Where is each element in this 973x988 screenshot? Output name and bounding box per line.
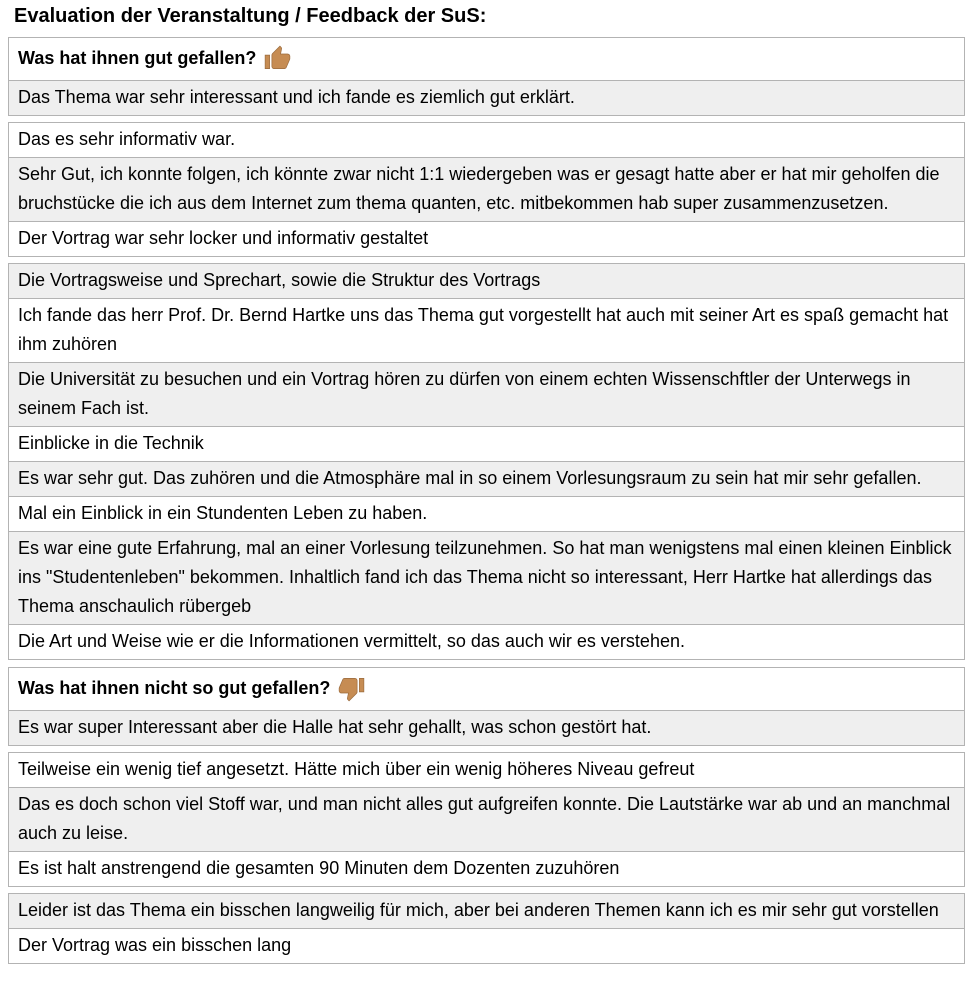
section-header-row bbox=[8, 37, 965, 81]
section-question: Was hat ihnen gut gefallen? bbox=[18, 48, 257, 68]
feedback-text: Das es doch schon viel Stoff war, und man nicht alles gut aufgreifen konnte. Die Lautstärke war ab und an manchmal auch zu leise. bbox=[18, 794, 951, 843]
feedback-row bbox=[8, 624, 965, 660]
feedback-row bbox=[8, 461, 965, 497]
feedback-text: Es ist halt anstrengend die gesamten 90 Minuten dem Dozenten zuzuhören bbox=[18, 858, 620, 878]
feedback-text: Ich fande das herr Prof. Dr. Bernd Hartke uns das Thema gut vorgestellt hat auch mit seiner Art es spaß gemacht hat ihm zuhören bbox=[18, 305, 949, 354]
feedback-text: Die Art und Weise wie er die Informationen vermittelt, so das auch wir es verstehen. bbox=[18, 631, 685, 651]
feedback-row bbox=[8, 362, 965, 427]
feedback-row bbox=[8, 426, 965, 462]
feedback-row bbox=[8, 928, 965, 964]
feedback-text: Der Vortrag war sehr locker und informativ gestaltet bbox=[18, 228, 429, 248]
page-title: Evaluation der Veranstaltung / Feedback der SuS: bbox=[14, 5, 487, 27]
feedback-text: Die Universität zu besuchen und ein Vortrag hören zu dürfen von einem echten Wissenschftler der Unterwegs in seinem Fach ist. bbox=[18, 369, 911, 418]
feedback-text: Es war super Interessant aber die Halle hat sehr gehallt, was schon gestört hat. bbox=[18, 717, 652, 737]
feedback-row bbox=[8, 80, 965, 116]
feedback-section-disliked bbox=[8, 667, 965, 964]
feedback-row bbox=[8, 787, 965, 852]
feedback-text: Einblicke in die Technik bbox=[18, 433, 204, 453]
feedback-text: Die Vortragsweise und Sprechart, sowie die Struktur des Vortrags bbox=[18, 270, 541, 290]
feedback-text: Das es sehr informativ war. bbox=[18, 129, 236, 149]
feedback-text: Der Vortrag was ein bisschen lang bbox=[18, 935, 292, 955]
feedback-text: Es war eine gute Erfahrung, mal an einer Vorlesung teilzunehmen. So hat man wenigstens mal einen kleinen Einblick ins "Studentenleben" bekommen. Inhaltlich fand ich das Thema nicht so interessant, Herr Hartke hat allerdings das Thema anschaulich rübergeb bbox=[18, 538, 952, 616]
feedback-text: Teilweise ein wenig tief angesetzt. Hätte mich über ein wenig höheres Niveau gefreut bbox=[18, 759, 695, 779]
thumbs-down-icon bbox=[338, 675, 365, 702]
feedback-row bbox=[8, 298, 965, 363]
feedback-text: Das Thema war sehr interessant und ich fande es ziemlich gut erklärt. bbox=[18, 87, 575, 107]
feedback-row bbox=[8, 263, 965, 299]
feedback-text: Mal ein Einblick in ein Stundenten Leben zu haben. bbox=[18, 503, 428, 523]
feedback-row bbox=[8, 752, 965, 788]
feedback-sections bbox=[8, 37, 965, 964]
section-question: Was hat ihnen nicht so gut gefallen? bbox=[18, 678, 331, 698]
feedback-row bbox=[8, 893, 965, 929]
section-header-row bbox=[8, 667, 965, 711]
feedback-row bbox=[8, 221, 965, 257]
feedback-section-liked bbox=[8, 37, 965, 660]
feedback-row bbox=[8, 710, 965, 746]
thumbs-up-icon bbox=[264, 45, 291, 72]
feedback-text: Es war sehr gut. Das zuhören und die Atmosphäre mal in so einem Vorlesungsraum zu sein hat mir sehr gefallen. bbox=[18, 468, 922, 488]
feedback-text: Leider ist das Thema ein bisschen langweilig für mich, aber bei anderen Themen kann ich es mir sehr gut vorstellen bbox=[18, 900, 939, 920]
feedback-row bbox=[8, 496, 965, 532]
feedback-row bbox=[8, 157, 965, 222]
feedback-row bbox=[8, 851, 965, 887]
feedback-row bbox=[8, 531, 965, 625]
feedback-text: Sehr Gut, ich konnte folgen, ich könnte zwar nicht 1:1 wiedergeben was er gesagt hatte aber er hat mir geholfen die bruchstücke die ich aus dem Internet zum thema quanten, etc. mitbekommen hab super zusammenzusetzen. bbox=[18, 164, 940, 213]
feedback-row bbox=[8, 122, 965, 158]
